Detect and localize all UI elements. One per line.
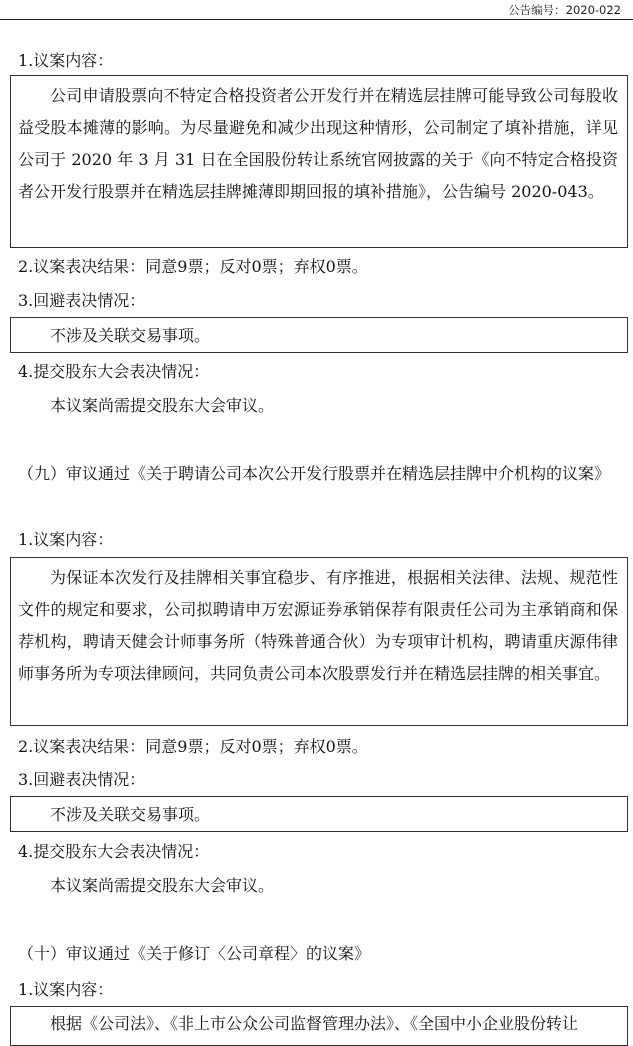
s10-content-text: 根据《公司法》、《非上市公众公司监督管理办法》、《全国中小企业股份转让	[50, 1014, 579, 1033]
announcement-number: 公告编号：2020-022	[508, 3, 621, 17]
s8-avoid-text: 不涉及关联交易事项。	[50, 326, 211, 345]
s8-vote-result: 2.议案表决结果：同意9票；反对0票；弃权0票。	[18, 257, 368, 276]
s9-content-text: 为保证本次发行及挂牌相关事宜稳步、有序推进，根据相关法律、法规、规范性文件的规定和要求，公司拟聘请申万宏源证券承销保荐有限责任公司为主承销商和保荐机构，聘请天健会计师事务所（特殊普通合伙）为专项审计机构，聘请重庆源伟律师事务所为专项法律顾问，共同负责公司本次股票发行并在精选层挂牌的相关事宜。	[18, 568, 618, 683]
s8-submit-text: 本议案尚需提交股东大会审议。	[50, 396, 275, 415]
s8-submit-label: 4.提交股东大会表决情况：	[18, 362, 210, 381]
s8-avoid-label: 3.回避表决情况：	[18, 291, 146, 310]
s8-content-text: 公司申请股票向不特定合格投资者公开发行并在精选层挂牌可能导致公司每股收益受股本摊薄的影响。为尽量避免和减少出现这种情形，公司制定了填补措施，详见公司于 2020 年 3 月 31 日在全国股份转让系统官网披露的关于《向不特定合格投资者公开发行股票并在精选层挂牌摊薄即期回报的填补措施》，公告编号 2020-043。	[18, 86, 618, 201]
s9-avoid-text: 不涉及关联交易事项。	[50, 805, 211, 824]
s9-vote-result: 2.议案表决结果：同意9票；反对0票；弃权0票。	[18, 737, 368, 756]
s9-submit-label: 4.提交股东大会表决情况：	[18, 842, 210, 861]
s9-submit-text: 本议案尚需提交股东大会审议。	[50, 876, 275, 895]
s9-avoid-label: 3.回避表决情况：	[18, 770, 146, 789]
s8-content-label: 1.议案内容：	[18, 51, 114, 70]
header-rule	[0, 19, 633, 20]
s9-title: （九）审议通过《关于聘请公司本次公开发行股票并在精选层挂牌中介机构的议案》	[18, 464, 611, 483]
s10-title: （十）审议通过《关于修订〈公司章程〉的议案》	[18, 944, 371, 963]
s10-content-label: 1.议案内容：	[18, 980, 114, 999]
s9-content-label: 1.议案内容：	[18, 530, 114, 549]
